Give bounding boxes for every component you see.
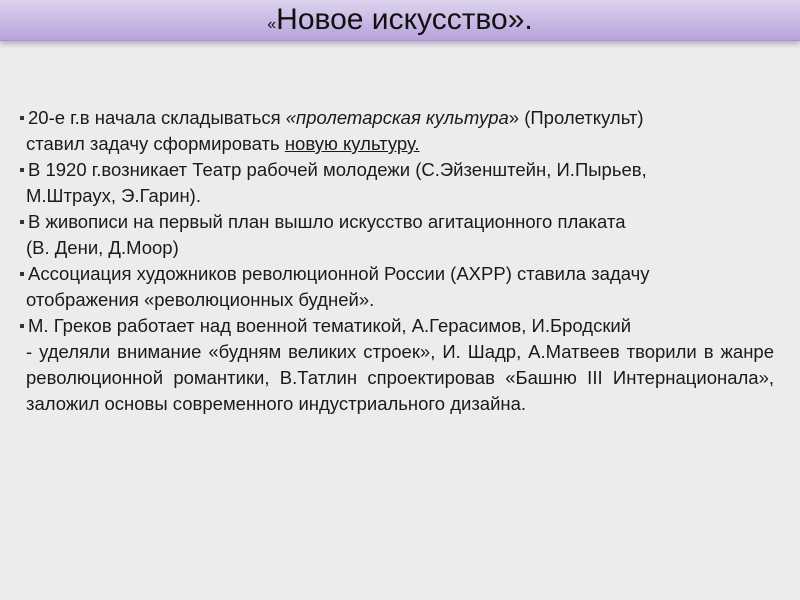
bullet-artists: М. Греков работает над военной тематикой, А.Герасимов, И.Бродский xyxy=(22,313,774,339)
bullet-1-continuation xyxy=(22,131,774,157)
bullet-1-underline: новую культуру. xyxy=(284,133,420,154)
bullet-3-continuation: (В. Дени, Д.Моор) xyxy=(26,237,179,258)
bullet-4-continuation: отображения «революционных будней». xyxy=(26,289,375,310)
bullet-painting: В живописи на первый план вышло искусство агитационного плаката xyxy=(22,209,774,235)
slide-content xyxy=(22,105,774,417)
bullet-theatre: В 1920 г.возникает Театр рабочей молодежи (С.Эйзенштейн, И.Пырьев, xyxy=(22,157,774,183)
bullet-akhrr: Ассоциация художников революционной России (АХРР) ставила задачу xyxy=(22,261,774,287)
title-banner xyxy=(0,0,800,41)
bullet-2-continuation: М.Штраух, Э.Гарин). xyxy=(26,185,201,206)
bullet-1-text-b: » (Пролеткульт) xyxy=(508,107,644,128)
bullet-1-line2-text: ставил задачу сформировать xyxy=(26,133,285,154)
title-text: Новое искусство». xyxy=(276,3,533,36)
bullet-1-italic: «пролетарская культура xyxy=(285,107,509,128)
bullet-1-text-a: 20-е г.в начала складываться xyxy=(28,107,286,128)
title-open-quote: « xyxy=(267,16,277,33)
bullet-proletkult xyxy=(22,105,774,131)
slide-title xyxy=(267,1,533,44)
bullet-5-continuation: - уделяли внимание «будням великих строек», И. Шадр, А.Матвеев творили в жанре революционной романтики, В.Татлин спроектировав «Башню III Интернационала», заложил основы современного индустриального дизайна. xyxy=(26,341,774,414)
